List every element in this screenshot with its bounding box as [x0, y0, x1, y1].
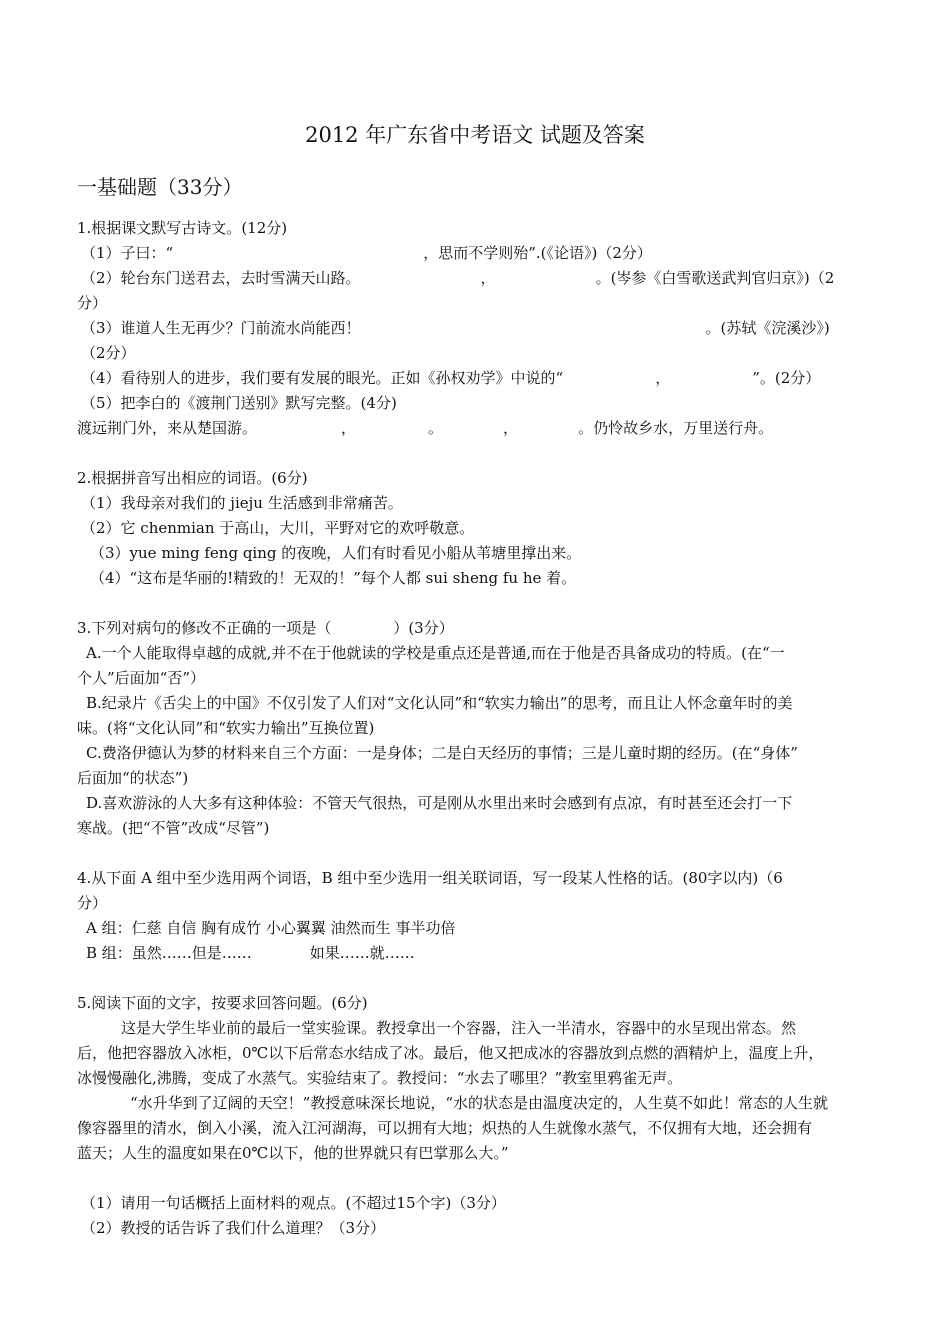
- q3-option-b: B.纪录片《舌尖上的中国》不仅引发了人们对“文化认同”和“软实力输出”的思考，而且让人怀念童年时的美: [86, 694, 793, 712]
- section-heading: 一基础题（33分）: [77, 175, 243, 199]
- q1-heading: 1.根据课文默写古诗文。(12分): [77, 219, 288, 237]
- q1-item-1: [81, 241, 868, 266]
- poem-text-e: 。仍怜故乡水，万里送行舟。: [578, 419, 774, 437]
- q1-item-2: [81, 266, 868, 291]
- poem-text-b: ，: [341, 419, 357, 437]
- q3-option-b-cont: 味。(将“文化认同”和“软实力输出”互换位置): [77, 719, 375, 737]
- q1-item-3-text-a: （3）谁道人生无再少？门前流水尚能西！: [81, 319, 361, 337]
- q1-item-2-text-a: （2）轮台东门送君去，去时雪满天山路。: [81, 269, 361, 287]
- document-title: 2012 年广东省中考语文 试题及答案: [305, 123, 645, 147]
- q5-passage-line-4: “水升华到了辽阔的天空！”教授意味深长地说，“水的状态是由温度决定的，人生莫不如此！常态的人生就: [130, 1094, 829, 1112]
- q1-item-4-text-a: （4）看待别人的进步，我们要有发展的眼光。正如《孙权劝学》中说的“: [81, 369, 564, 387]
- poem-text-a: 渡远荆门外，来从楚国游。: [77, 419, 258, 437]
- q5-subquestion-1: （1）请用一句话概括上面材料的观点。(不超过15个字)（3分）: [81, 1194, 506, 1212]
- q4-group-b-text-b: 如果……就……: [309, 944, 415, 962]
- q5-passage-line-3: 冰慢慢融化,沸腾，变成了水蒸气。实验结束了。教授问：“水去了哪里？”教室里鸦雀无声。: [77, 1069, 683, 1087]
- q1-item-2-cont: 分）: [77, 294, 108, 312]
- q4-group-b: [86, 941, 868, 966]
- q3-heading-text-b: ）(3分）: [393, 619, 454, 637]
- q5-passage-line-5: 像容器里的清水，倒入小溪，流入江河湖海，可以拥有大地；炽热的人生就像水蒸气，不仅拥有大地，还会拥有: [77, 1119, 813, 1137]
- q2-item-2: （2）它 chenmian 于高山，大川，平野对它的欢呼敬意。: [81, 519, 475, 537]
- q5-passage-line-6: 蓝天；人生的温度如果在0℃以下，他的世界就只有巴掌那么大。”: [77, 1144, 509, 1162]
- q1-item-4-text-b: ，: [655, 369, 671, 387]
- q3-option-c: C.费洛伊德认为梦的材料来自三个方面：一是身体；二是白天经历的事情；三是儿童时期的经历。(在“身体”: [86, 744, 798, 762]
- q1-item-4-text-c: ”。(2分）: [752, 369, 821, 387]
- q2-item-3: （3）yue ming feng qing 的夜晚，人们有时看见小船从苇塘里撑出来。: [90, 544, 582, 562]
- poem-text-d: ，: [503, 419, 519, 437]
- q1-item-5: （5）把李白的《渡荆门送别》默写完整。(4分): [81, 394, 397, 412]
- q1-item-1-text-a: （1）子曰：“: [81, 244, 174, 262]
- q4-group-b-text-a: B 组：虽然……但是……: [86, 944, 252, 962]
- q1-item-4: [81, 366, 868, 391]
- q3-option-d: D.喜欢游泳的人大多有这种体验：不管天气很热，可是刚从水里出来时会感到有点凉，有时甚至还会打一下: [86, 794, 793, 812]
- q4-heading-cont: 分）: [77, 894, 108, 912]
- q3-heading-text-a: 3.下列对病句的修改不正确的一项是（: [77, 619, 332, 637]
- q3-option-c-cont: 后面加“的状态”): [77, 769, 189, 787]
- q2-item-4: （4）“这布是华丽的!精致的！无双的！”每个人都 sui sheng fu he 着。: [90, 569, 577, 587]
- q4-group-a: A 组：仁慈 自信 胸有成竹 小心翼翼 油然而生 事半功倍: [86, 919, 456, 937]
- q4-heading: 4.从下面 A 组中至少选用两个词语，B 组中至少选用一组关联词语，写一段某人性格的话。(80字以内)（6: [77, 869, 783, 887]
- q5-passage-line-1: 这是大学生毕业前的最后一堂实验课。教授拿出一个容器，注入一半清水，容器中的水呈现出常态。然: [121, 1019, 797, 1037]
- q1-item-3-cont: （2分）: [81, 344, 136, 362]
- q1-item-5-poem: [77, 416, 868, 441]
- q1-item-1-text-b: ，思而不学则殆”.(《论语》)（2分）: [423, 244, 652, 262]
- poem-text-c: 。: [428, 419, 444, 437]
- q5-passage-line-2: 后，他把容器放入冰柜，0℃以下后常态水结成了冰。最后，他又把成冰的容器放到点燃的酒精炉上，温度上升，: [77, 1044, 824, 1062]
- q3-option-a: A.一个人能取得卓越的成就,并不在于他就读的学校是重点还是普通,而在于他是否具备成功的特质。(在“一: [86, 644, 785, 662]
- q2-item-1: （1）我母亲对我们的 jieju 生活感到非常痛苦。: [81, 494, 403, 512]
- q3-option-a-cont: 个人”后面加“否”）: [77, 669, 206, 687]
- q1-item-3-text-b: 。(苏轼《浣溪沙》): [705, 319, 830, 337]
- q3-option-d-cont: 寒战。(把“不管”改成“尽管”): [77, 819, 270, 837]
- q1-item-2-text-c: 。(岑参《白雪歌送武判官归京》)（2: [595, 269, 835, 287]
- q3-heading: [77, 616, 868, 641]
- q2-heading: 2.根据拼音写出相应的词语。(6分): [77, 469, 308, 487]
- q1-item-3: [81, 316, 868, 341]
- q1-item-2-text-b: ，: [480, 269, 496, 287]
- q5-subquestion-2: （2）教授的话告诉了我们什么道理？（3分）: [81, 1219, 386, 1237]
- q5-heading: 5.阅读下面的文字，按要求回答问题。(6分): [77, 994, 368, 1012]
